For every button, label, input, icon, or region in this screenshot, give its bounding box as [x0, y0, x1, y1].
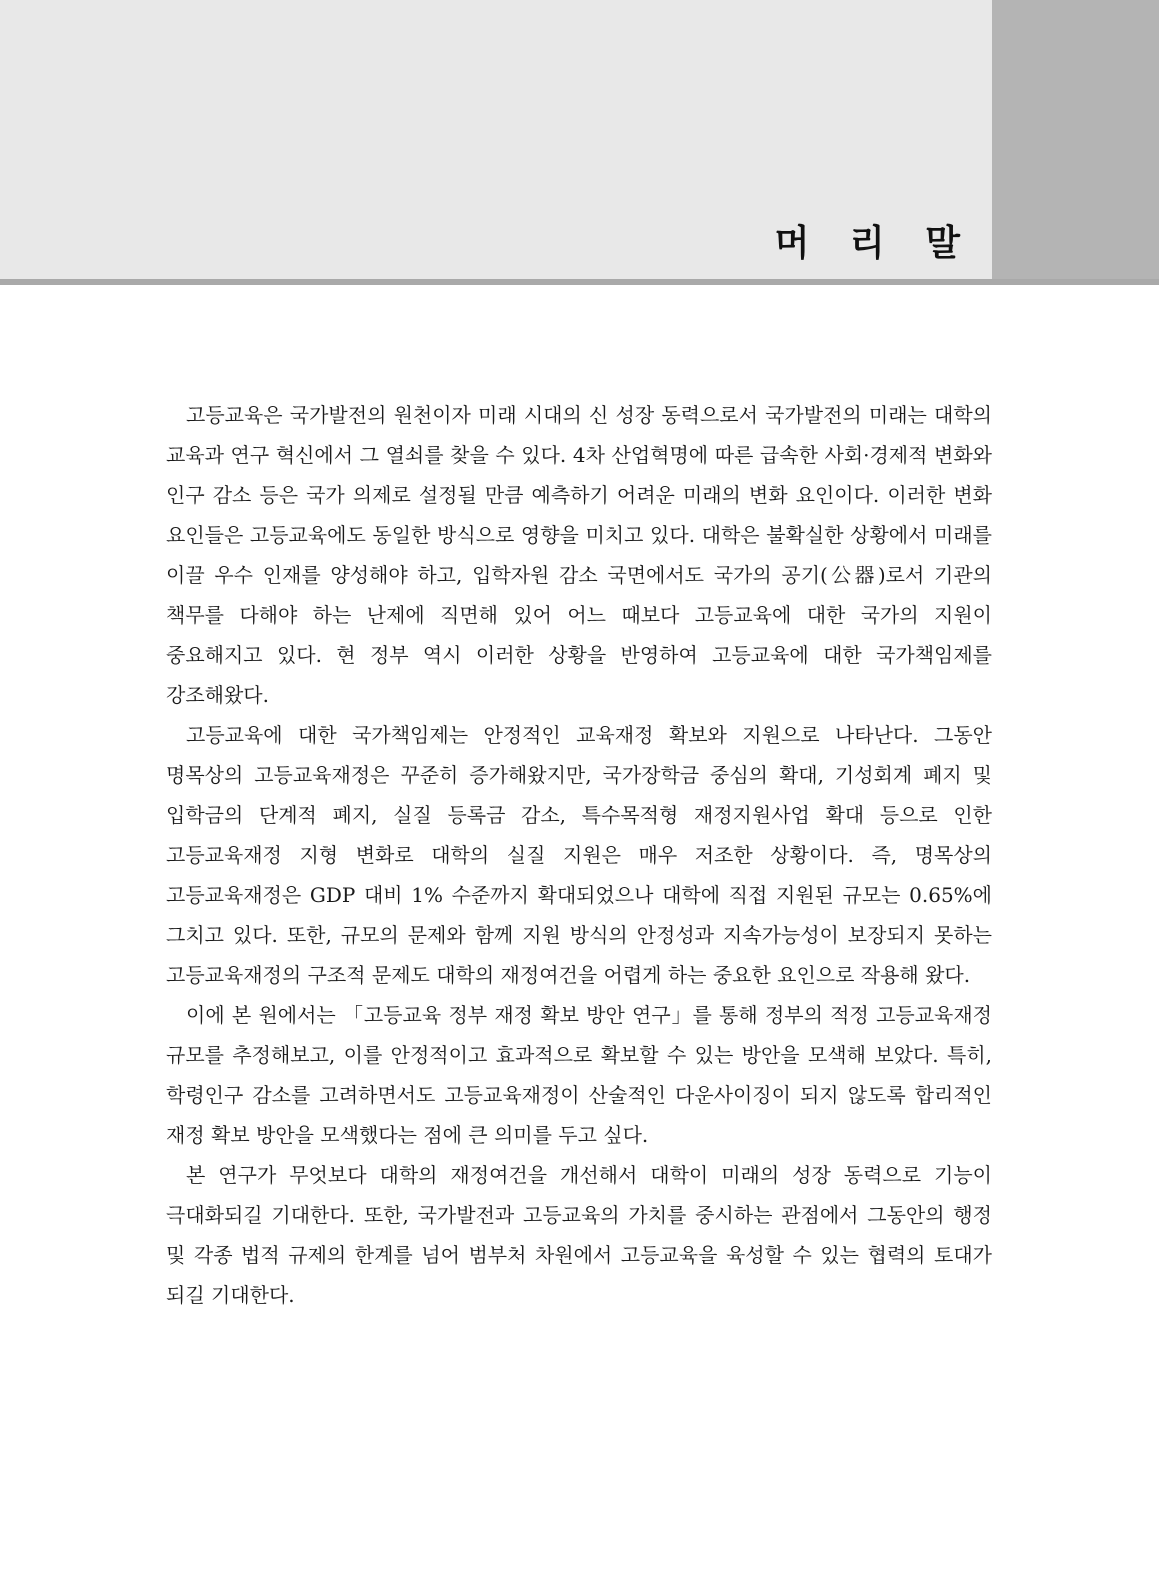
- header-tab: [992, 0, 1159, 279]
- page-title: 머 리 말: [774, 223, 974, 264]
- header-rule: [0, 279, 1159, 285]
- paragraph-1: 고등교육은 국가발전의 원천이자 미래 시대의 신 성장 동력으로서 국가발전의 미래는 대학의 교육과 연구 혁신에서 그 열쇠를 찾을 수 있다. 4차 산업혁명에 따른 급속한 사회·경제적 변화와 인구 감소 등은 국가 의제로 설정될 만큼 예측하기 어려운 미래의 변화 요인이다. 이러한 변화 요인들은 고등교육에도 동일한 방식으로 영향을 미치고 있다. 대학은 불확실한 상황에서 미래를 이끌 우수 인재를 양성해야 하고, 입학자원 감소 국면에서도 국가의 공기(公器)로서 기관의 책무를 다해야 하는 난제에 직면해 있어 어느 때보다 고등교육에 대한 국가의 지원이 중요해지고 있다. 현 정부 역시 이러한 상황을 반영하여 고등교육에 대한 국가책임제를 강조해왔다.: [166, 403, 992, 707]
- body-text: [166, 395, 992, 1315]
- paragraph-2: 고등교육에 대한 국가책임제는 안정적인 교육재정 확보와 지원으로 나타난다. 그동안 명목상의 고등교육재정은 꾸준히 증가해왔지만, 국가장학금 중심의 확대, 기성회계 폐지 및 입학금의 단계적 폐지, 실질 등록금 감소, 특수목적형 재정지원사업 확대 등으로 인한 고등교육재정 지형 변화로 대학의 실질 지원은 매우 저조한 상황이다. 즉, 명목상의 고등교육재정은 GDP 대비 1% 수준까지 확대되었으나 대학에 직접 지원된 규모는 0.65%에 그치고 있다. 또한, 규모의 문제와 함께 지원 방식의 안정성과 지속가능성이 보장되지 못하는 고등교육재정의 구조적 문제도 대학의 재정여건을 어렵게 하는 중요한 요인으로 작용해 왔다.: [166, 723, 992, 987]
- paragraph-3: 이에 본 원에서는 「고등교육 정부 재정 확보 방안 연구」를 통해 정부의 적정 고등교육재정 규모를 추정해보고, 이를 안정적이고 효과적으로 확보할 수 있는 방안을 모색해 보았다. 특히, 학령인구 감소를 고려하면서도 고등교육재정이 산술적인 다운사이징이 되지 않도록 합리적인 재정 확보 방안을 모색했다는 점에 큰 의미를 두고 싶다.: [166, 1003, 992, 1147]
- paragraph-4: 본 연구가 무엇보다 대학의 재정여건을 개선해서 대학이 미래의 성장 동력으로 기능이 극대화되길 기대한다. 또한, 국가발전과 고등교육의 가치를 중시하는 관점에서 그동안의 행정 및 각종 법적 규제의 한계를 넘어 범부처 차원에서 고등교육을 육성할 수 있는 협력의 토대가 되길 기대한다.: [166, 1163, 992, 1307]
